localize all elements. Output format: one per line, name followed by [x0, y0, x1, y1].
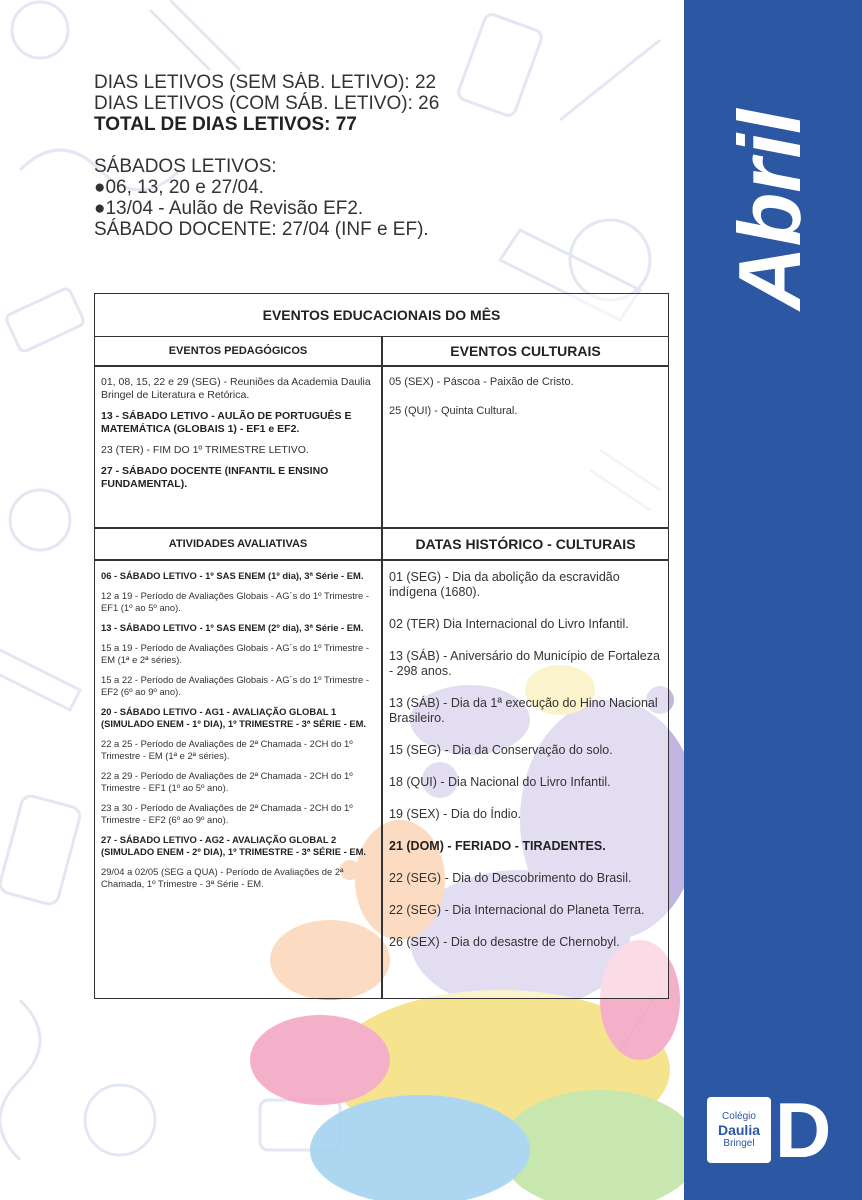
- cultural-events-list: [389, 376, 665, 426]
- assessment-activities-list: [101, 570, 377, 898]
- list-item: 26 (SEX) - Dia do desastre de Chernobyl.: [389, 935, 620, 949]
- list-item: 21 (DOM) - FERIADO - TIRADENTES.: [389, 839, 606, 853]
- list-item: 13 (SÁB) - Aniversário do Município de Fortaleza - 298 anos.: [389, 649, 660, 678]
- total-school-days: TOTAL DE DIAS LETIVOS: 77: [94, 114, 357, 135]
- school-logo: [707, 1086, 832, 1174]
- column-divider: [381, 336, 383, 998]
- list-item: 13 (SÁB) - Dia da 1ª execução do Hino Nacional Brasileiro.: [389, 696, 658, 725]
- logo-text-colegio: Colégio: [722, 1111, 756, 1122]
- list-item: 19 (SEX) - Dia do Índio.: [389, 807, 522, 821]
- list-item: 20 - SÁBADO LETIVO - AG1 - AVALIAÇÃO GLOBAL 1 (SIMULADO ENEM - 1º DIA), 1º TRIMESTRE - 3ª SÉRIE - EM.: [101, 706, 367, 729]
- list-item: 25 (QUI) - Quinta Cultural.: [389, 405, 518, 417]
- month-title: Abril: [720, 109, 819, 310]
- monthly-events-table: [94, 293, 669, 999]
- list-item: 13 - SÁBADO LETIVO - 1º SAS ENEM (2º dia), 3ª Série - EM.: [101, 622, 364, 633]
- list-item: 01, 08, 15, 22 e 29 (SEG) - Reuniões da Academia Daulia Bringel de Literatura e Retórica.: [101, 376, 371, 401]
- events-table-title: EVENTOS EDUCACIONAIS DO MÊS: [95, 294, 668, 337]
- list-item: 02 (TER) Dia Internacional do Livro Infantil.: [389, 617, 629, 631]
- school-saturdays-heading: SÁBADOS LETIVOS:: [94, 156, 277, 177]
- row-divider: [95, 365, 668, 367]
- list-item: 01 (SEG) - Dia da abolição da escravidão indígena (1680).: [389, 570, 620, 599]
- list-item: 12 a 19 - Período de Avaliações Globais - AG´s do 1º Trimestre - EF1 (1º ao 5º ano).: [101, 590, 369, 613]
- cultural-events-heading: EVENTOS CULTURAIS: [450, 343, 601, 359]
- list-item: 15 (SEG) - Dia da Conservação do solo.: [389, 743, 613, 757]
- revision-class-note: ●13/04 - Aulão de Revisão EF2.: [94, 198, 364, 219]
- historical-dates-heading: DATAS HISTÓRICO - CULTURAIS: [415, 536, 636, 552]
- list-item: 29/04 a 02/05 (SEG a QUA) - Período de Avaliações de 2ª Chamada, 1º Trimestre - 3ª Série - EM.: [101, 866, 344, 889]
- list-item: 05 (SEX) - Páscoa - Paixão de Cristo.: [389, 376, 574, 388]
- list-item: 27 - SÁBADO DOCENTE (INFANTIL E ENSINO FUNDAMENTAL).: [101, 465, 329, 490]
- logo-text-daulia: Daulia: [717, 1122, 760, 1138]
- list-item: 22 a 25 - Período de Avaliações de 2ª Chamada - 2CH do 1º Trimestre - EM (1ª e 2ª séries).: [101, 738, 353, 761]
- pedagogical-events-list: [101, 376, 377, 499]
- row-divider: [95, 559, 668, 561]
- list-item: 18 (QUI) - Dia Nacional do Livro Infantil.: [389, 775, 611, 789]
- list-item: 22 (SEG) - Dia do Descobrimento do Brasil.: [389, 871, 632, 885]
- school-saturdays-dates: ●06, 13, 20 e 27/04.: [94, 177, 264, 198]
- days-without-saturday: DIAS LETIVOS (SEM SÁB. LETIVO): 22: [94, 72, 437, 93]
- assessment-activities-heading: ATIVIDADES AVALIATIVAS: [168, 538, 308, 550]
- logo-text-bringel: Bringel: [723, 1138, 755, 1149]
- days-with-saturday: DIAS LETIVOS (COM SÁB. LETIVO): 26: [94, 93, 440, 114]
- list-item: 13 - SÁBADO LETIVO - AULÃO DE PORTUGUÊS E MATEMÁTICA (GLOBAIS 1) - EF1 e EF2.: [101, 410, 352, 435]
- list-item: 22 (SEG) - Dia Internacional do Planeta Terra.: [389, 903, 645, 917]
- list-item: 27 - SÁBADO LETIVO - AG2 - AVALIAÇÃO GLOBAL 2 (SIMULADO ENEM - 2º DIA), 1º TRIMESTRE - 3ª SÉRIE - EM.: [101, 834, 367, 857]
- list-item: 23 a 30 - Período de Avaliações de 2ª Chamada - 2CH do 1º Trimestre - EF2 (6º ao 9º ano).: [101, 802, 353, 825]
- list-item: 06 - SÁBADO LETIVO - 1º SAS ENEM (1º dia), 3ª Série - EM.: [101, 570, 364, 581]
- list-item: 15 a 22 - Período de Avaliações Globais - AG´s do 1º Trimestre - EF2 (6º ao 9º ano).: [101, 674, 369, 697]
- teacher-saturday-note: SÁBADO DOCENTE: 27/04 (INF e EF).: [94, 219, 429, 240]
- list-item: 15 a 19 - Período de Avaliações Globais - AG´s do 1º Trimestre - EM (1ª e 2ª séries).: [101, 642, 369, 665]
- logo-badge: [707, 1097, 771, 1163]
- historical-dates-list: [389, 570, 667, 967]
- list-item: 23 (TER) - FIM DO 1º TRIMESTRE LETIVO.: [101, 444, 309, 456]
- month-label: [720, 80, 820, 310]
- pedagogical-events-heading: EVENTOS PEDAGÓGICOS: [168, 345, 308, 357]
- school-days-summary: [94, 72, 439, 240]
- logo-letter-d: D: [775, 1086, 832, 1174]
- list-item: 22 a 29 - Período de Avaliações de 2ª Chamada - 2CH do 1º Trimestre - EF1 (1º ao 5º ano).: [101, 770, 353, 793]
